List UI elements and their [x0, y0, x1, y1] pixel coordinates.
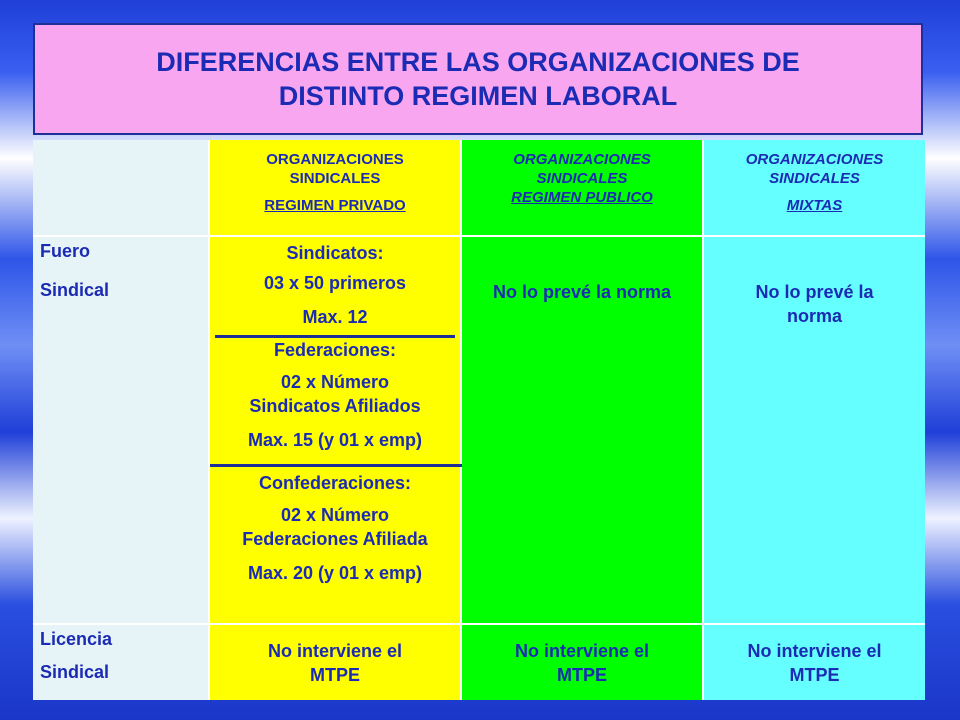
header-privado [210, 140, 460, 235]
federaciones-line3: Max. 15 (y 01 x emp) [247, 430, 423, 450]
sindicatos-heading: Sindicatos: [286, 243, 384, 263]
confederaciones-heading: Confederaciones: [258, 473, 412, 493]
header-mixtas [704, 140, 925, 235]
row-label-fuero-1: Fuero [40, 241, 91, 261]
header-empty-cell [33, 140, 208, 235]
header-publico-line3: REGIMEN PUBLICO [511, 189, 653, 206]
row-label-licencia [33, 625, 208, 700]
licencia-publico-text-1: No interviene el [514, 641, 650, 661]
confederaciones-line2: Federaciones Afiliada [242, 529, 428, 549]
header-mixtas-line3: MIXTAS [786, 197, 843, 214]
fuero-mixtas-cell [704, 237, 925, 623]
sindicatos-line1: 03 x 50 primeros [263, 273, 407, 293]
licencia-mixtas-text-2: MTPE [789, 665, 840, 685]
licencia-mixtas-text-1: No interviene el [747, 641, 882, 661]
fuero-privado-cell [210, 237, 460, 623]
licencia-publico-cell [462, 625, 702, 700]
fuero-mixtas-text-2: norma [786, 306, 842, 326]
header-privado-line1: ORGANIZACIONES [266, 151, 404, 168]
header-privado-line3: REGIMEN PRIVADO [264, 197, 406, 214]
federaciones-line2: Sindicatos Afiliados [249, 396, 421, 416]
federaciones-line1: 02 x Número [280, 372, 390, 392]
title-box [33, 23, 923, 135]
slide-title [156, 45, 800, 113]
confederaciones-line1: 02 x Número [280, 505, 390, 525]
header-publico-line2: SINDICALES [536, 170, 628, 187]
confederaciones-line3: Max. 20 (y 01 x emp) [247, 563, 423, 583]
licencia-mixtas-cell [704, 625, 925, 700]
fuero-publico-text: No lo prevé la norma [492, 282, 672, 302]
federaciones-heading: Federaciones: [273, 340, 397, 360]
title-line-1: DIFERENCIAS ENTRE LAS ORGANIZACIONES DE [156, 47, 800, 77]
row-label-fuero-2: Sindical [40, 280, 110, 300]
licencia-privado-text-1: No interviene el [267, 641, 403, 661]
separator-2 [210, 464, 466, 467]
licencia-publico-text-2: MTPE [556, 665, 607, 685]
header-mixtas-line1: ORGANIZACIONES [745, 151, 884, 168]
row-label-licencia-1: Licencia [40, 629, 113, 649]
fuero-publico-cell [462, 237, 702, 623]
fuero-mixtas-text-1: No lo prevé la [755, 282, 874, 302]
header-publico [462, 140, 702, 235]
header-privado-line2: SINDICALES [289, 170, 381, 187]
row-label-fuero [33, 237, 208, 623]
title-line-2: DISTINTO REGIMEN LABORAL [278, 81, 678, 111]
licencia-privado-text-2: MTPE [309, 665, 360, 685]
header-publico-line1: ORGANIZACIONES [513, 151, 651, 168]
licencia-privado-cell [210, 625, 460, 700]
comparison-table [33, 140, 925, 700]
row-label-licencia-2: Sindical [40, 662, 110, 682]
header-mixtas-line2: SINDICALES [769, 170, 860, 187]
sindicatos-line2: Max. 12 [302, 307, 368, 327]
